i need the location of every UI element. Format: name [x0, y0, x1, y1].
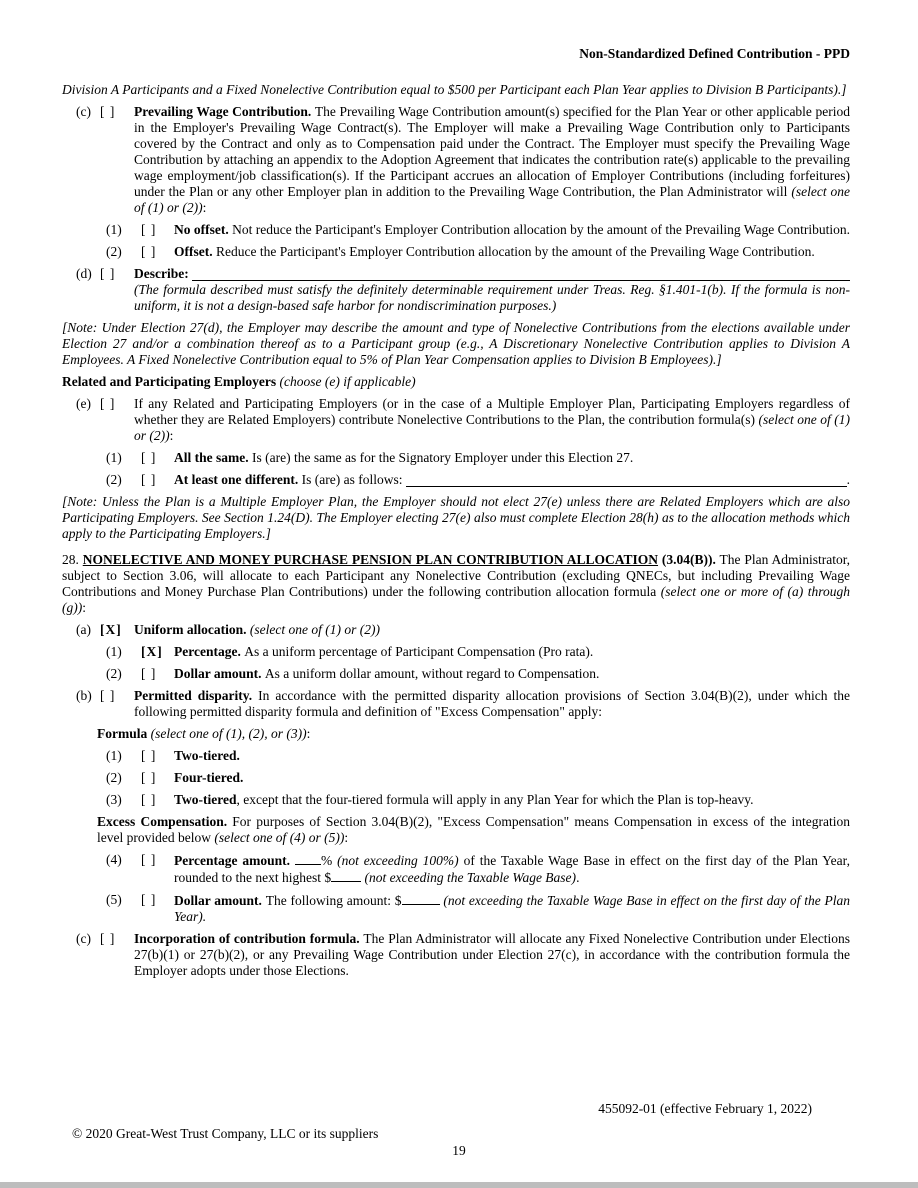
text-run: Related and Participating Employers	[62, 374, 280, 389]
clause-28b-1	[62, 748, 850, 764]
text-run: (not exceeding the Taxable Wage Base)	[364, 870, 577, 885]
checkbox-unchecked[interactable]: [ ]	[141, 666, 157, 681]
clause-27c-1	[62, 222, 850, 238]
clause-28b-2	[62, 770, 850, 786]
page-header: Non-Standardized Defined Contribution - PPD	[579, 46, 850, 61]
text-run: NONELECTIVE AND MONEY PURCHASE PENSION PLAN CONTRIBUTION ALLOCATION	[82, 552, 659, 567]
clause-28b-4	[62, 852, 850, 886]
checkbox-unchecked[interactable]: [ ]	[141, 892, 157, 907]
text-run: of the Taxable Wage Base in effect on the first day of the Plan Year, rounded to the next highest $	[174, 853, 850, 885]
checkbox-checked[interactable]: [X]	[100, 622, 122, 637]
checkbox-unchecked[interactable]: [ ]	[100, 688, 116, 703]
clause-text	[97, 726, 850, 742]
clause-text	[174, 222, 850, 238]
text-run: Prevailing Wage Contribution.	[134, 104, 315, 119]
checkbox-unchecked[interactable]: [ ]	[100, 266, 116, 281]
fill-in-blank-line[interactable]	[192, 280, 850, 281]
copyright: © 2020 Great-West Trust Company, LLC or its suppliers	[72, 1126, 379, 1141]
text-run: (The formula described must satisfy the definitely determinable requirement under Treas. Reg. §1.401-1(b). If the formula is non-uniform, it is not a design-based safe harbor for nondiscrimination purposes.)	[134, 282, 850, 313]
text-run: (3.04(B)).	[661, 552, 716, 567]
text-run: (select one of (1) or (2))	[134, 184, 851, 215]
text-run: Not reduce the Participant's Employer Contribution allocation by the amount of the Prevailing Wage Contribution.	[232, 222, 850, 237]
clause-text	[134, 688, 850, 720]
text-run: In accordance with the permitted disparity allocation provisions of Section 3.04(B)(2), under which the following permitted disparity formula and definition of "Excess Compensation" apply:	[134, 688, 851, 719]
clause-text	[134, 396, 850, 444]
text-run: Percentage amount.	[174, 853, 295, 868]
checkbox-unchecked[interactable]: [ ]	[100, 396, 116, 411]
clause-text	[174, 472, 850, 488]
clause-label: (1)	[106, 748, 122, 763]
text-run: Describe:	[134, 266, 193, 281]
clause-text	[174, 748, 850, 764]
text-run: Two-tiered	[174, 792, 237, 807]
clause-text	[62, 320, 850, 368]
clause-label: (2)	[106, 472, 122, 487]
text-run: Four-tiered.	[174, 770, 244, 785]
text-run: The Plan Administrator, subject to Section 3.06, will allocate to each Participant any Nonelective Contribution (excluding QNECs, but including Prevailing Wage Contributions and Money Purchase Plan Contributions) under the following contribution allocation formula	[62, 552, 851, 599]
clause-27e-2	[62, 472, 850, 488]
text-run: %	[320, 853, 338, 868]
clause-label: (4)	[106, 852, 122, 867]
text-run: (not exceeding 100%)	[337, 853, 459, 868]
clause-label: (e)	[76, 396, 91, 411]
clause-27c	[62, 104, 850, 216]
text-run: (choose (e) if applicable)	[279, 374, 416, 389]
fill-in-blank[interactable]	[331, 869, 361, 882]
text-run: Offset.	[174, 244, 216, 259]
text-run: (select one of (4) or (5))	[214, 830, 345, 845]
text-run: (not exceeding the Taxable Wage Base in effect on the first day of the Plan Year).	[174, 893, 850, 924]
text-run: At least one different.	[174, 472, 302, 487]
checkbox-unchecked[interactable]: [ ]	[141, 450, 157, 465]
text-run: The Plan Administrator will allocate any Fixed Nonelective Contribution under Elections 27(b)(1) or 27(b)(2), or any Prevailing Wage Contribution under Election 27(c), in accordance with the contribution formula the Employer adopts under those Elections.	[134, 931, 850, 978]
clause-text	[62, 374, 850, 390]
text-run: The Prevailing Wage Contribution amount(s) specified for the Plan Year or other applicable period in the Employer's Prevailing Wage Contract(s). The Employer will make a Prevailing Wage Contribution only to Participants covered by the Contract and only as to Compensation paid under the Contract. The Employer must specify the Prevailing Wage Contribution by attaching an appendix to the Adoption Agreement that indicates the contribution rate(s) applicable to the prevailing wage employment/job classification(s). If the Participant accrues an allocation of Employer Contributions (including forfeitures) under the Plan or any other Employer plan in addition to the Prevailing Wage Contribution, the Plan Administrator will	[134, 104, 850, 199]
intro-paragraph	[62, 82, 850, 98]
document-body	[62, 82, 850, 979]
text-run: (select one of (1) or (2))	[134, 412, 850, 443]
checkbox-unchecked[interactable]: [ ]	[141, 244, 157, 259]
text-run: Two-tiered.	[174, 748, 240, 763]
checkbox-unchecked[interactable]: [ ]	[100, 931, 116, 946]
clause-27d-note	[62, 282, 850, 314]
fill-in-blank[interactable]	[295, 852, 321, 865]
heading-related-employers	[62, 374, 850, 390]
clause-text	[134, 622, 850, 638]
clause-label: (1)	[106, 222, 122, 237]
text-run: No offset.	[174, 222, 233, 237]
text-run: The following amount: $	[265, 893, 402, 908]
text-run: If any Related and Participating Employers (or in the case of a Multiple Employer Plan, Participating Employers regardless of whether they are Related Employers) contribute Nonelective Contributions to the Plan, the contribution formula(s)	[134, 396, 850, 427]
text-run: Dollar amount.	[174, 893, 266, 908]
clause-label: (5)	[106, 892, 122, 907]
text-run: As a uniform percentage of Participant Compensation (Pro rata).	[244, 644, 594, 659]
clause-text	[174, 644, 850, 660]
checkbox-unchecked[interactable]: [ ]	[141, 748, 157, 763]
clause-text	[62, 494, 850, 542]
clause-label: (c)	[76, 931, 91, 946]
form-number: 455092-01 (effective February 1, 2022)	[598, 1101, 812, 1116]
checkbox-unchecked[interactable]: [ ]	[141, 792, 157, 807]
text-run: [Note: Unless the Plan is a Multiple Employer Plan, the Employer should not elect 27(e) unless there are Related Employers which are also Participating Employers. See Section 1.24(D). The Employer electing 27(e) also must complete Election 28(h) as to the allocation methods which apply to the Participating Employers.]	[62, 494, 850, 541]
text-run: (select one of (1), (2), or (3))	[150, 726, 307, 741]
text-run: Division A Participants and a Fixed Nonelective Contribution equal to $500 per Participant each Plan Year applies to Division B Participants).]	[62, 82, 847, 97]
text-run: :	[82, 600, 87, 615]
fill-in-blank[interactable]	[402, 892, 440, 905]
text-run: Permitted disparity.	[134, 688, 259, 703]
clause-28c	[62, 931, 850, 979]
clause-text	[134, 282, 850, 314]
clause-label: (b)	[76, 688, 92, 703]
clause-label: (2)	[106, 244, 122, 259]
text-run: .	[846, 472, 850, 487]
clause-27e	[62, 396, 850, 444]
clause-text	[134, 104, 850, 216]
checkbox-unchecked[interactable]: [ ]	[141, 770, 157, 785]
text-run: :	[344, 830, 349, 845]
clause-label: (2)	[106, 666, 122, 681]
text-run: (select one of (1) or (2))	[249, 622, 380, 637]
text-run: :	[202, 200, 207, 215]
checkbox-unchecked[interactable]: [ ]	[141, 852, 157, 867]
clause-28a-2	[62, 666, 850, 682]
clause-text	[174, 770, 850, 786]
subhead-formula	[62, 726, 850, 742]
text-run: All the same.	[174, 450, 252, 465]
page-bottom-edge	[0, 1182, 918, 1188]
note-election-27d	[62, 320, 850, 368]
text-run: Percentage.	[174, 644, 245, 659]
clause-27d	[62, 266, 850, 282]
clause-label: (1)	[106, 450, 122, 465]
text-run: 28.	[62, 552, 83, 567]
text-run: Uniform allocation.	[134, 622, 250, 637]
text-run: Incorporation of contribution formula.	[134, 931, 364, 946]
text-run: :	[306, 726, 311, 741]
text-run: Excess Compensation.	[97, 814, 233, 829]
text-run: Dollar amount.	[174, 666, 265, 681]
note-election-27e	[62, 494, 850, 542]
clause-text	[134, 266, 850, 282]
text-run: Formula	[97, 726, 151, 741]
text-run: Is (are) the same as for the Signatory Employer under this Election 27.	[252, 450, 634, 465]
clause-28b-5	[62, 892, 850, 925]
clause-27e-1	[62, 450, 850, 466]
text-run: , except that the four-tiered formula will apply in any Plan Year for which the Plan is top-heavy.	[236, 792, 754, 807]
clause-text	[134, 931, 850, 979]
clause-28b-3	[62, 792, 850, 808]
clause-text	[174, 666, 850, 682]
clause-text	[97, 814, 850, 846]
text-run: Reduce the Participant's Employer Contribution allocation by the amount of the Prevailing Wage Contribution.	[215, 244, 815, 259]
checkbox-unchecked[interactable]: [ ]	[100, 104, 116, 119]
clause-text	[62, 552, 850, 616]
clause-label: (c)	[76, 104, 91, 119]
clause-27c-2	[62, 244, 850, 260]
clause-28b	[62, 688, 850, 720]
text-run: .	[576, 870, 580, 885]
text-run: Is (are) as follows:	[301, 472, 406, 487]
clause-text	[174, 450, 850, 466]
subhead-excess-compensation	[62, 814, 850, 846]
fill-in-blank-line[interactable]	[406, 486, 847, 487]
text-run: [Note: Under Election 27(d), the Employer may describe the amount and type of Nonelective Contributions from the elections available under Election 27 and/or a combination thereof as to a Participant group (e.g., A Discretionary Nonelective Contribution applies to Division A Employees. A Fixed Nonelective Contribution equal to 5% of Plan Year Compensation applies to Division B Employees).]	[62, 320, 850, 367]
text-run: For purposes of Section 3.04(B)(2), "Excess Compensation" means Compensation in excess of the integration level provided below	[97, 814, 850, 845]
clause-28a-1	[62, 644, 850, 660]
clause-label: (3)	[106, 792, 122, 807]
clause-text	[174, 852, 850, 886]
clause-text	[62, 82, 850, 98]
clause-label: (1)	[106, 644, 122, 659]
clause-label: (d)	[76, 266, 92, 281]
checkbox-checked[interactable]: [X]	[141, 644, 163, 659]
checkbox-unchecked[interactable]: [ ]	[141, 222, 157, 237]
text-run: As a uniform dollar amount, without regard to Compensation.	[264, 666, 600, 681]
clause-label: (a)	[76, 622, 91, 637]
clause-text	[174, 892, 850, 925]
clause-text	[174, 792, 850, 808]
page-number: 19	[452, 1143, 466, 1158]
checkbox-unchecked[interactable]: [ ]	[141, 472, 157, 487]
clause-label: (2)	[106, 770, 122, 785]
clause-text	[174, 244, 850, 260]
section-28-heading	[62, 552, 850, 616]
text-run: (select one or more of (a) through (g))	[62, 584, 850, 615]
text-run: :	[169, 428, 174, 443]
clause-28a	[62, 622, 850, 638]
